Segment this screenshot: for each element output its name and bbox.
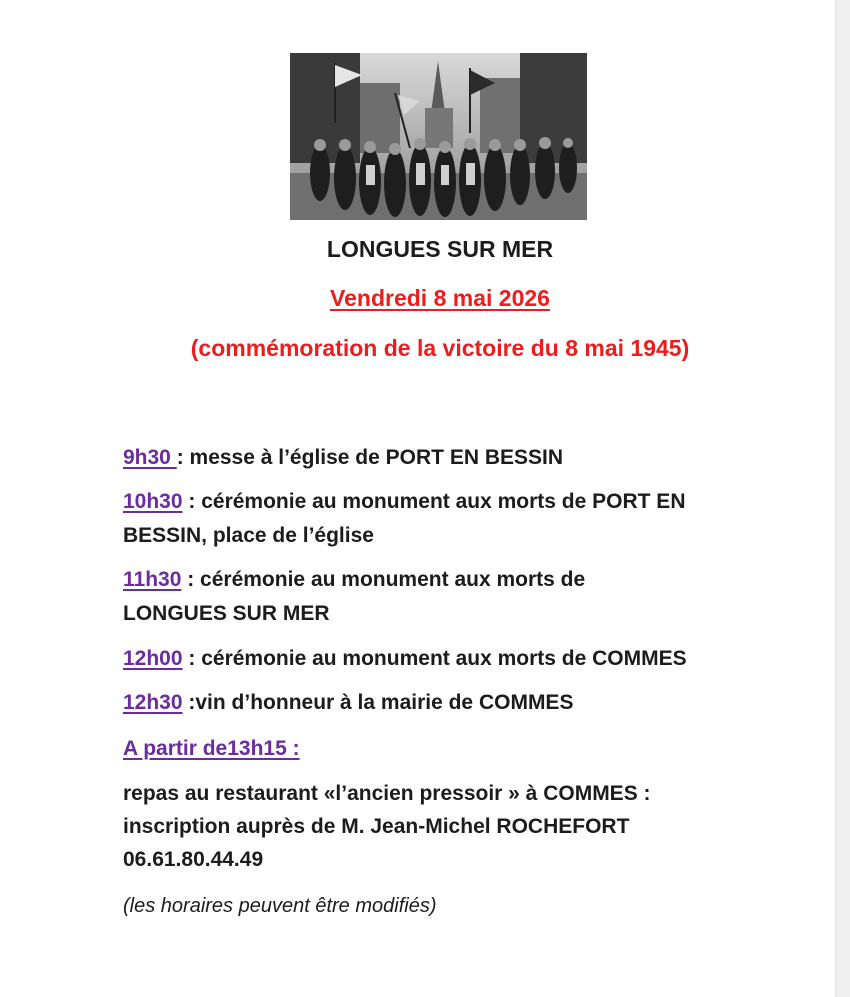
schedule-continuation: BESSIN, place de l’église [123,524,374,547]
schedule-item [123,568,585,592]
schedule-item [123,490,685,514]
event-subtitle: (commémoration de la victoire du 8 mai 1945) [190,335,690,361]
meal-line: inscription auprès de M. Jean-Michel ROCHEFORT [123,815,630,838]
schedule-time[interactable]: 12h30 [123,691,183,714]
meal-line: repas au restaurant «l’ancien pressoir » à COMMES : [123,782,651,805]
event-date: Vendredi 8 mai 2026 [330,285,550,311]
schedule-text: : cérémonie au monument aux morts de [181,568,586,591]
meal-heading [123,737,300,761]
schedule-continuation: LONGUES SUR MER [123,602,330,625]
schedule-disclaimer: (les horaires peuvent être modifiés) [123,895,437,917]
schedule-time[interactable]: 11h30 [123,568,182,591]
schedule-time[interactable]: 9h30 [123,446,177,469]
page-title: LONGUES SUR MER [326,236,554,262]
victory-parade-photo [290,53,587,220]
schedule-text: :vin d’honneur à la mairie de COMMES [182,691,574,714]
schedule-item [123,446,563,470]
phone-number: 06.61.80.44.49 [123,848,264,871]
schedule-item [123,647,687,671]
schedule-text: : cérémonie au monument aux morts de PORT EN [182,490,686,513]
schedule-time[interactable]: 12h00 [123,647,183,670]
schedule-time[interactable]: 10h30 [123,490,183,513]
meal-heading-link[interactable]: A partir de13h15 : [123,737,300,760]
schedule-text: : messe à l’église de PORT EN BESSIN [176,446,564,469]
page-gutter [835,0,850,997]
schedule-item [123,691,573,715]
schedule-text: : cérémonie au monument aux morts de COMMES [182,647,687,670]
